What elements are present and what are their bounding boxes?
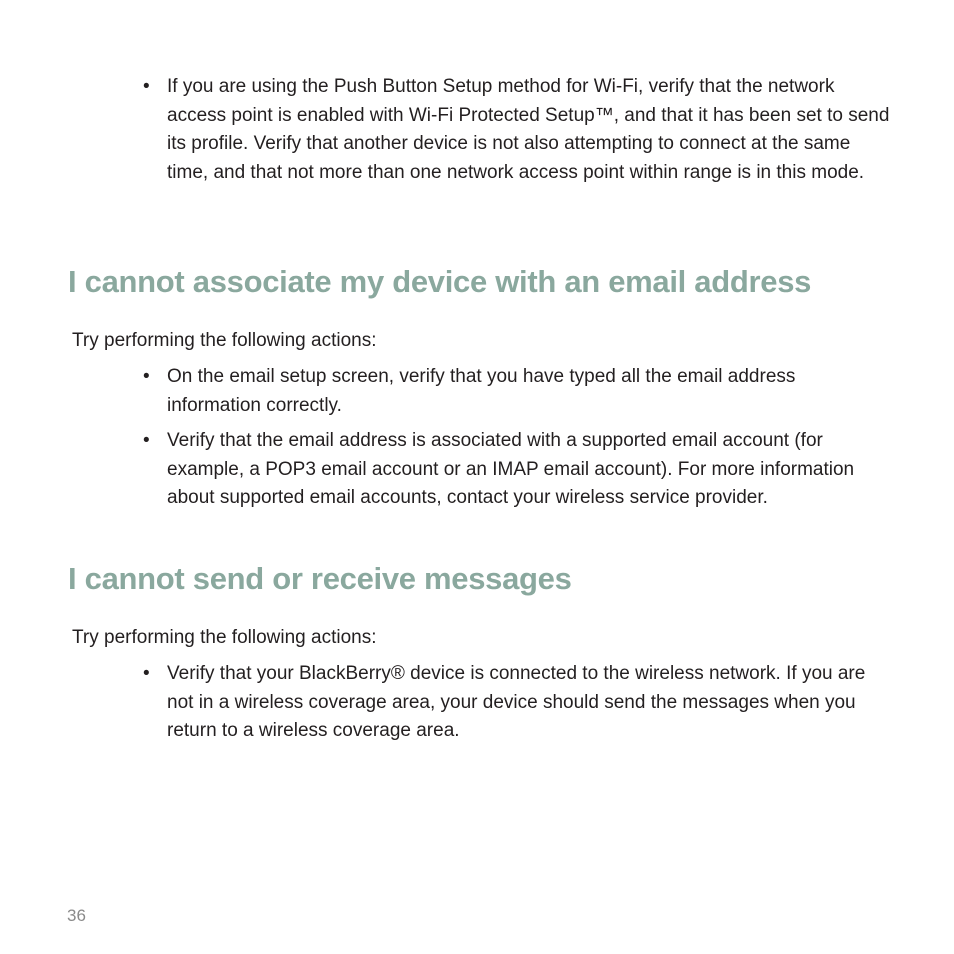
list-item-text: Verify that the email address is associated with a supported email account (for example, a POP3 email account or an IMAP email account). For more information about supported email accounts, contact your wireless service provider. (167, 430, 855, 508)
list-item-text: If you are using the Push Button Setup method for Wi-Fi, verify that the network access point is enabled with Wi-Fi Protected Setup™, and that it has been set to send its profile. Verify that another device is not also attempting to connect at the same time, and that not more than one network access point within range is in this mode. (167, 76, 890, 183)
messages-bullet-list (143, 660, 891, 753)
bullet-icon: • (143, 366, 150, 387)
email-bullet-list (143, 363, 891, 520)
list-item (143, 73, 891, 187)
list-item (143, 363, 891, 420)
section-intro-messages: Try performing the following actions: (72, 627, 377, 648)
section-heading-email: I cannot associate my device with an email address (68, 264, 812, 299)
list-item (143, 427, 891, 513)
list-item-text: Verify that your BlackBerry® device is connected to the wireless network. If you are not in a wireless coverage area, your device should send the messages when you return to a wireless coverage area. (167, 663, 866, 741)
bullet-icon: • (143, 76, 150, 97)
list-item-text: On the email setup screen, verify that you have typed all the email address information correctly. (167, 366, 796, 416)
section-intro-email: Try performing the following actions: (72, 330, 377, 351)
bullet-icon: • (143, 663, 150, 684)
page-number: 36 (67, 906, 86, 925)
top-bullet-list (143, 73, 891, 194)
list-item (143, 660, 891, 746)
bullet-icon: • (143, 430, 150, 451)
section-heading-messages: I cannot send or receive messages (68, 561, 572, 596)
